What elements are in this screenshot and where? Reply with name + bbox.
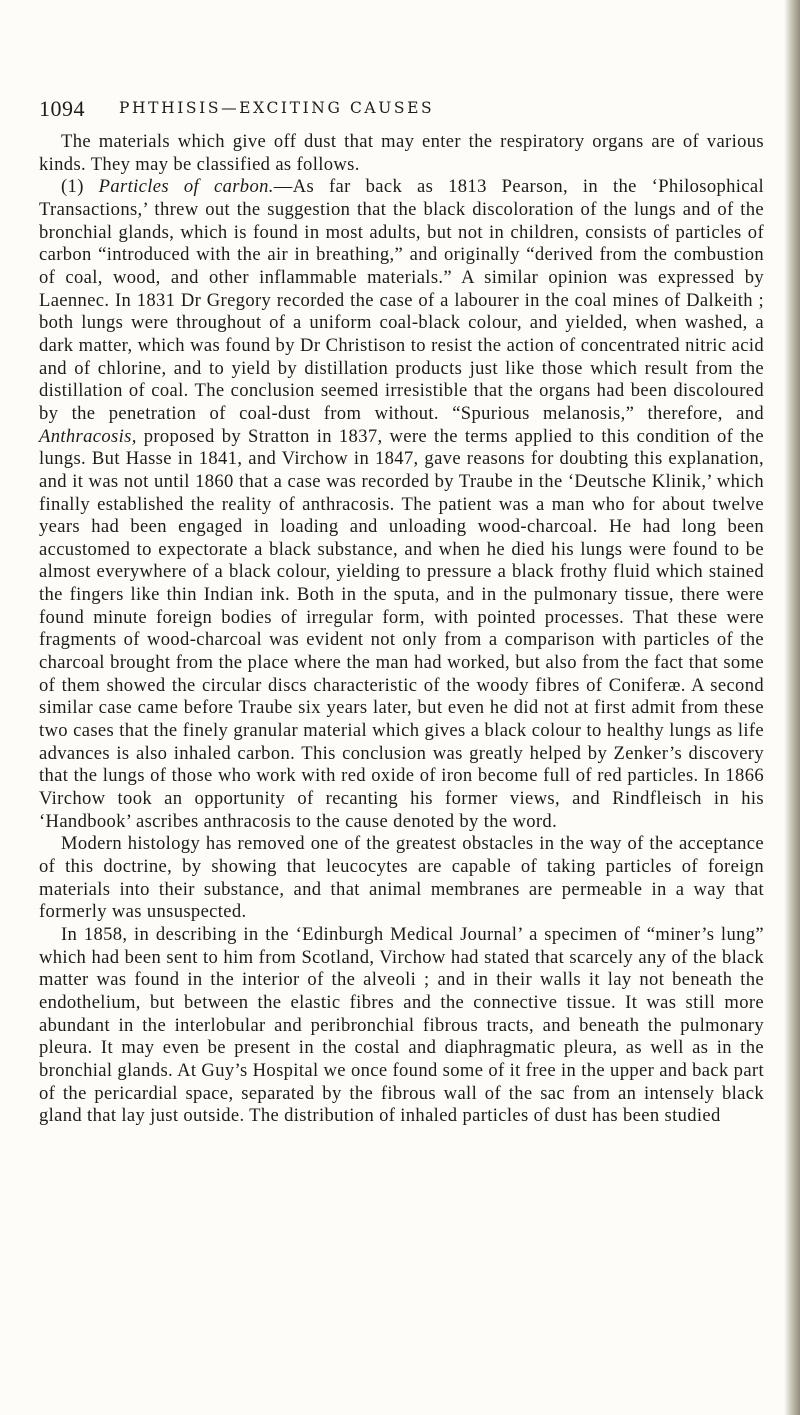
paragraph-text: The materials which give off dust that may enter the respiratory organs are of various kinds. They may be classified as follows. bbox=[39, 131, 764, 175]
paragraph-text: —As far back as 1813 Pearson, in the ‘Philosophical Transactions,’ threw out the suggestion that the black discoloration of the lungs and of the bronchial glands, which is found in most adults, but not in children, consists of particles of carbon “introduced with the air in breathing,” and originally “derived from the combustion of coal, wood, and other inflammable materials.” A similar opinion was expressed by Laennec. In 1831 Dr Gregory recorded the case of a labourer in the coal mines of Dalkeith ; both lungs were throughout of a uniform coal-black colour, and yielded, when washed, a dark matter, which was found by Dr Christison to resist the action of concentrated nitric acid and of chlorine, and to yield by distillation products just like those which result from the distillation of coal. The conclusion seemed irresistible that the organs had been discoloured by the penetration of coal-dust from without. “Spurious melanosis,” therefore, and bbox=[39, 176, 765, 424]
page-header bbox=[39, 96, 764, 128]
paragraph-histology bbox=[39, 833, 764, 924]
paragraph-text: Modern histology has removed one of the greatest obstacles in the way of the acceptance of this doctrine, by showing that leucocytes are capable of taking particles of foreign materials into their substance, and that animal membranes are permeable in a way that formerly was unsuspected. bbox=[39, 833, 764, 923]
paragraph-carbon bbox=[39, 176, 764, 833]
running-head: PHTHISIS—EXCITING CAUSES bbox=[119, 99, 435, 117]
italic-term: Anthracosis, bbox=[39, 425, 137, 447]
section-number: (1) bbox=[61, 176, 99, 198]
page-number: 1094 bbox=[39, 96, 85, 121]
page-edge-shadow bbox=[784, 0, 800, 1415]
paragraph-text: In 1858, in describing in the ‘Edinburgh Medical Journal’ a specimen of “miner’s lung” which had been sent to him from Scotland, Virchow had stated that scarcely any of the black matter was found in the interior of the alveoli ; and in their walls it lay not beneath the endothelium, but between the elastic fibres and the connective tissue. It was still more abundant in the interlobular and peribronchial fibrous tracts, and beneath the pulmonary pleura. It may even be present in the costal and diaphragmatic pleura, as well as in the bronchial glands. At Guy’s Hospital we once found some of it free in the upper and back part of the pericardial space, separated by the fibrous wall of the sac from an intensely black gland that lay just outside. The distribution of inhaled particles of dust has been studied bbox=[39, 923, 764, 1127]
paragraph-text-continued: proposed by Stratton in 1837, were the terms applied to this condition of the lungs. But Hasse in 1841, and Virchow in 1847, gave reasons for doubting this explanation, and it was not until 1860 that a case was recorded by Traube in the ‘Deutsche Klinik,’ which finally established the reality of anthracosis. The patient was a man who for about twelve years had been engaged in loading and unloading wood-charcoal. He had long been accustomed to expectorate a black substance, and when he died his lungs were found to be almost everywhere of a black colour, yielding to pressure a black frothy fluid which stained the fingers like thin Indian ink. Both in the sputa, and in the pulmonary tissue, there were found minute foreign bodies of irregular form, with pointed processes. That these were fragments of wood-charcoal was evident not only from a comparison with particles of the charcoal brought from the place where the man had worked, but also from the fact that some of them showed the circular discs characteristic of the woody fibres of Coniferæ. A second similar case came before Traube six years later, but even he did not at first admit from these two cases that the finely granular material which gives a black colour to healthy lungs as life advances is also inhaled carbon. This conclusion was greatly helped by Zenker’s discovery that the lungs of those who work with red oxide of iron become full of red particles. In 1866 Virchow took an opportunity of recanting his former views, and Rindfleisch in his ‘Handbook’ ascribes anthracosis to the cause denoted by the word. bbox=[39, 425, 764, 832]
paragraph-virchow bbox=[39, 924, 764, 1128]
section-heading: Particles of carbon. bbox=[98, 176, 274, 198]
paragraph-intro bbox=[39, 131, 764, 176]
body-text bbox=[39, 131, 764, 1128]
